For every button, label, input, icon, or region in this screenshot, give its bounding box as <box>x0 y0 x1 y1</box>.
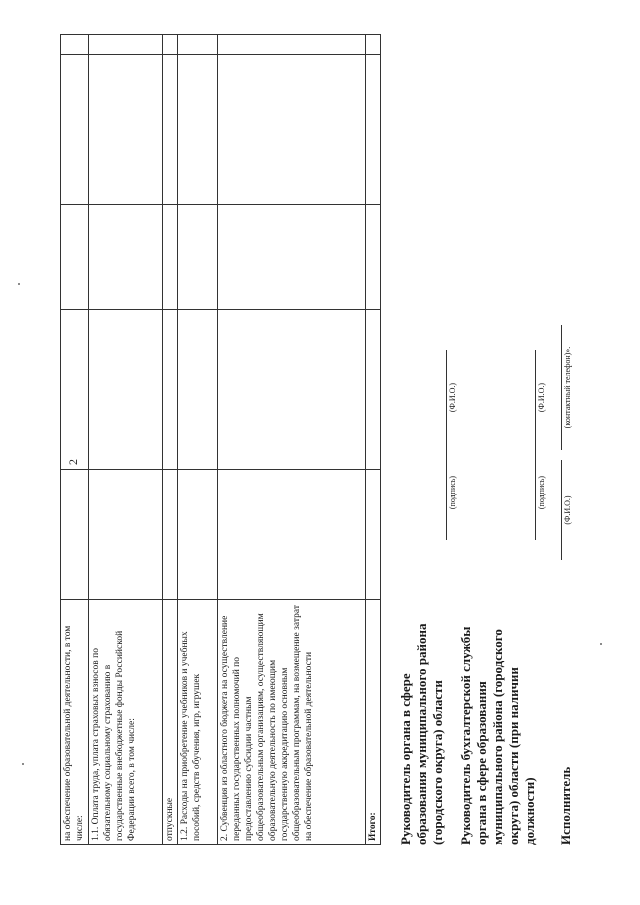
table-row <box>89 35 163 845</box>
accountant-name-line <box>535 350 536 445</box>
page-number: 2 <box>66 459 80 465</box>
head-name-line <box>446 350 447 445</box>
executor-phone-line <box>561 325 562 450</box>
row-label: 2. Субвенция из областного бюджета на осуществление переданных государственных полномочий по предоставлению субсидии частным общеобразовательным организациям, осуществляющим образовательную деятельность по имеющим государственную аккредитацию основным общеобразовательным программам, на возмещение затрат на обеспечение образовательной деятельности <box>218 600 366 845</box>
total-label: Итого: <box>366 600 381 845</box>
head-signature-title: Руководитель органа в сфере образования муниципального района (городского округа) области <box>398 623 445 845</box>
executor-title: Исполнитель <box>558 766 573 845</box>
scan-speck <box>18 283 20 285</box>
row-label: 1.1. Оплата труда, уплата страховых взносов по обязательному социальному страхованию в государственные внебюджетные фонды Российской Федерации всего, в том числе: <box>89 600 163 845</box>
row-label: отпускные <box>163 600 178 845</box>
head-signature-line <box>446 445 447 540</box>
accountant-signature-title: Руководитель бухгалтерской службы органа в сфере образования муниципального района (городского округа) области (при наличии должности) <box>458 626 537 845</box>
accountant-signature-caption: (подпись) <box>537 475 546 510</box>
row-label: 1.2. Расходы на приобретение учебников и учебных пособий, средств обучения, игр, игрушек <box>178 600 218 845</box>
head-signature-caption: (подпись) <box>448 475 457 510</box>
executor-name-line <box>561 460 562 560</box>
scan-speck <box>22 763 24 765</box>
report-table <box>60 34 381 845</box>
head-name-caption: (Ф.И.О.) <box>448 382 457 413</box>
table-row <box>218 35 366 845</box>
table-row <box>61 35 89 845</box>
executor-name-caption: (Ф.И.О.) <box>563 495 572 525</box>
table-row <box>178 35 218 845</box>
row-label: на обеспечение образовательной деятельности, в том числе: <box>61 600 89 845</box>
accountant-name-caption: (Ф.И.О.) <box>537 382 546 413</box>
scan-speck <box>600 643 602 645</box>
table-row <box>366 35 381 845</box>
executor-phone-caption: (контактный телефон)». <box>563 346 572 429</box>
table-row <box>163 35 178 845</box>
accountant-signature-line <box>535 445 536 540</box>
